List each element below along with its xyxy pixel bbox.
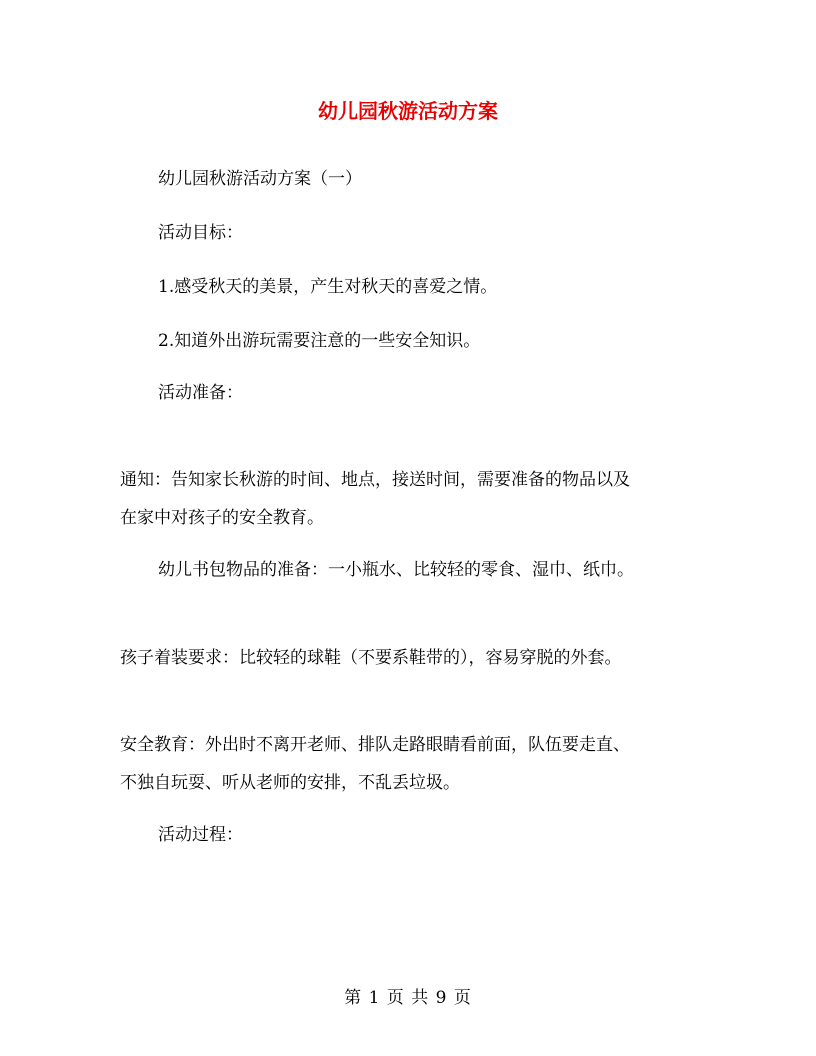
paragraph: 孩子着装要求：比较轻的球鞋（不要系鞋带的），容易穿脱的外套。 <box>120 648 622 668</box>
paragraph: 安全教育：外出时不离开老师、排队走路眼睛看前面，队伍要走直、 <box>120 735 630 755</box>
page-footer: 第 1 页 共 9 页 <box>344 988 472 1008</box>
paragraph: 活动过程： <box>158 825 243 845</box>
paragraph: 不独自玩耍、听从老师的安排，不乱丢垃圾。 <box>120 773 460 793</box>
section-heading: 幼儿园秋游活动方案（一） <box>158 169 362 189</box>
paragraph: 1.感受秋天的美景，产生对秋天的喜爱之情。 <box>158 277 498 297</box>
paragraph: 通知：告知家长秋游的时间、地点，接送时间，需要准备的物品以及 <box>120 470 630 490</box>
paragraph: 在家中对孩子的安全教育。 <box>120 508 324 528</box>
paragraph: 活动目标： <box>158 223 243 243</box>
paragraph: 活动准备： <box>158 383 243 403</box>
page-title: 幼儿园秋游活动方案 <box>318 99 498 123</box>
paragraph: 2.知道外出游玩需要注意的一些安全知识。 <box>158 331 481 351</box>
paragraph: 幼儿书包物品的准备：一小瓶水、比较轻的零食、湿巾、纸巾。 <box>158 560 634 580</box>
